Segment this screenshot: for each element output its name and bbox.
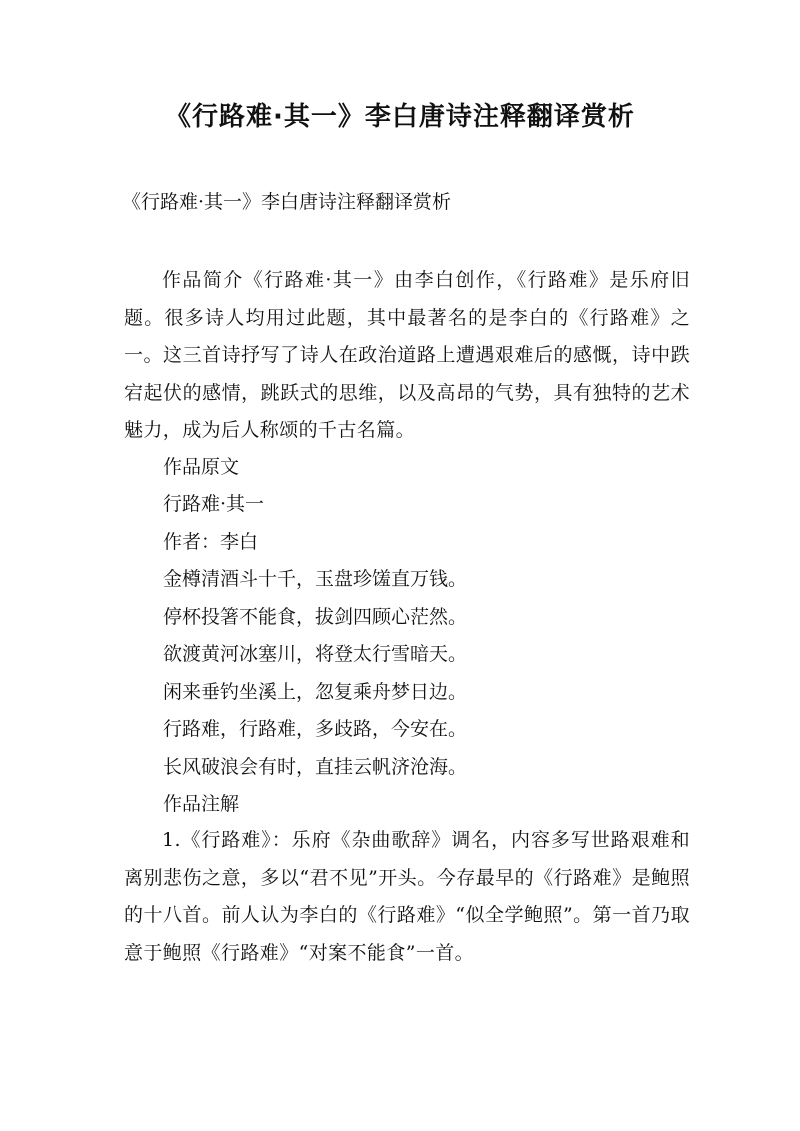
original-heading: 作品原文 <box>163 456 240 478</box>
document-title: 《行路难·其一》李白唐诗注释翻译赏析 <box>165 102 635 132</box>
document-subtitle: 《行路难·其一》李白唐诗注释翻译赏析 <box>122 191 452 213</box>
poem-author: 作者：李白 <box>163 531 259 553</box>
poem-title: 行路难·其一 <box>163 493 265 515</box>
notes-heading: 作品注解 <box>163 793 240 815</box>
poem-line: 停杯投箸不能食，拔剑四顾心茫然。 <box>163 606 468 628</box>
poem-line: 金樽清酒斗十千，玉盘珍馐直万钱。 <box>163 568 468 590</box>
poem-line: 闲来垂钓坐溪上，忽复乘舟梦日边。 <box>163 681 468 703</box>
note-paragraph: 1.《行路难》：乐府《杂曲歌辞》调名，内容多写世路艰难和离别悲伤之意，多以“君不见”开头。今存最早的《行路难》是鲍照的十八首。前人认为李白的《行路难》“似全学鲍照”。第一首乃取意于鲍照《行路难》“对案不能食”一首。 <box>124 829 690 964</box>
poem-line: 长风破浪会有时，直挂云帆济沧海。 <box>163 756 468 778</box>
poem-line: 欲渡黄河冰塞川，将登太行雪暗天。 <box>163 643 468 665</box>
poem-line: 行路难，行路难，多歧路，今安在。 <box>163 718 468 740</box>
intro-paragraph: 作品简介《行路难·其一》由李白创作，《行路难》是乐府旧题。很多诗人均用过此题，其中最著名的是李白的《行路难》之一。这三首诗抒写了诗人在政治道路上遭遇艰难后的感慨，诗中跌宕起伏的感情，跳跃式的思维，以及高昂的气势，具有独特的艺术魅力，成为后人称颂的千古名篇。 <box>124 269 690 441</box>
